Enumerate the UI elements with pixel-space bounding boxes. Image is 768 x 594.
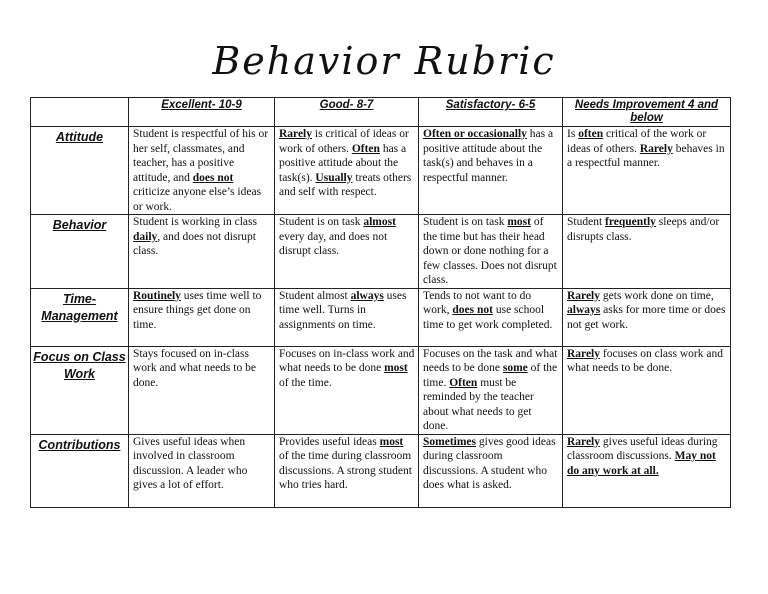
header-cell-satisfactory: Satisfactory- 6-5 [419,98,563,127]
rubric-cell [129,434,275,507]
cell-text: Student is working in class [133,216,257,228]
cell-text: Focuses on in-class work and what needs to be done [279,347,415,374]
cell-text: Rarely [279,128,313,140]
row-header-contributions: Contributions [31,434,129,507]
cell-text: behaves in a respectful manner. [567,142,725,169]
cell-text: Often [449,376,478,389]
cell-text: Focuses on the task and what needs to be done [423,347,558,374]
cell-text: most [507,216,531,228]
cell-text: has a positive attitude about the task(s) and behaves in a respectful manner. [423,128,554,184]
cell-text: Gives useful ideas when involved in classroom discussion. A leader who gives a lot of effort. [133,435,248,491]
cell-text: does not [192,171,234,184]
cell-text: does not [452,304,493,316]
cell-text: Rarely [567,435,601,448]
cell-text: Is [567,128,579,140]
cell-text: sleeps and/or disrupts class. [567,216,720,243]
rubric-cell [275,215,419,289]
cell-text: some [502,362,528,374]
table-row [31,288,731,346]
rubric-cell [419,346,563,434]
row-header-attitude: Attitude [31,127,129,215]
cell-text: daily [133,230,158,243]
cell-text: Student almost [279,289,351,302]
cell-text: has a positive attitude about the task(s). [279,142,407,184]
cell-text: Student is respectful of his or her self, classmates, and teacher, has a positive attitude, and [133,128,269,184]
row-header-time-management: Time-Management [31,288,129,346]
cell-text: critical of the work or ideas of others. [567,128,707,155]
header-cell-excellent: Excellent- 10-9 [129,98,275,127]
header-cell-good: Good- 8-7 [275,98,419,127]
cell-text: most [384,362,408,374]
rubric-cell [563,434,731,507]
cell-text: always [350,289,384,302]
cell-text: treats others and self with respect. [279,171,412,198]
cell-text: Often or occasionally [423,128,527,140]
rubric-cell [275,434,419,507]
header-cell-blank [31,98,129,127]
row-header-behavior: Behavior [31,215,129,289]
cell-text: asks for more time or does not get work. [567,304,726,331]
cell-text: gives useful ideas during classroom discussions. [567,435,718,462]
cell-text: is critical of ideas or work of others. [279,128,409,155]
table-row [31,215,731,289]
rubric-cell [419,127,563,215]
table-row [31,434,731,507]
cell-text: Rarely [567,289,601,302]
rubric-cell [419,215,563,289]
cell-text: almost [363,216,396,228]
cell-text: Student is on task [279,216,364,228]
behavior-rubric-table [30,97,731,508]
cell-text: criticize anyone else’s ideas or work. [133,186,262,213]
rubric-cell [419,288,563,346]
rubric-cell [563,288,731,346]
cell-text: often [578,128,604,140]
cell-text: uses time well. Turns in assignments on time. [279,289,407,331]
cell-text: Sometimes [423,435,477,448]
rubric-cell [563,346,731,434]
cell-text: Stays focused on in-class work and what needs to be done. [133,347,256,389]
cell-text: gives good ideas during classroom discussions. A student who does what is asked. [423,435,556,491]
cell-text: of the time but has their head down or done nothing for a few classes. Does not disrupt class. [423,216,557,286]
rubric-cell [129,215,275,289]
row-header-focus-on-class-work: Focus on Class Work [31,346,129,434]
cell-text: Student is on task [423,216,508,228]
cell-text: of the time. [423,362,558,389]
cell-text: focuses on class work and what needs to be done. [567,347,723,374]
cell-text: must be reminded by the teacher about what needs to get done. [423,376,534,432]
cell-text: Rarely [639,142,673,155]
header-cell-needs-improvement: Needs Improvement 4 and below [563,98,731,127]
page-title: Behavior Rubric [212,39,556,83]
rubric-cell [275,346,419,434]
cell-text: Tends to not want to do work, [423,289,532,316]
rubric-cell [129,346,275,434]
rubric-cell [129,288,275,346]
table-row [31,346,731,434]
cell-text: every day, and does not disrupt class. [279,230,388,257]
cell-text: of the time during classroom discussions. A strong student who tries hard. [279,450,412,491]
header-row [31,98,731,127]
cell-text: Routinely [133,289,181,302]
rubric-cell [563,215,731,289]
cell-text: Usually [315,171,353,184]
cell-text: gets work done on time, [600,289,714,302]
cell-text: Provides useful ideas [279,435,380,448]
cell-text: Often [351,142,380,155]
cell-text: Rarely [567,347,601,360]
cell-text: use school time to get work completed. [423,304,553,331]
cell-text: May not do any work at all. [567,450,716,477]
cell-text: uses time well to ensure things get done on time. [133,289,262,331]
cell-text: , and does not disrupt class. [133,230,256,257]
rubric-cell [129,127,275,215]
rubric-cell [275,127,419,215]
table-row [31,127,731,215]
cell-text: of the time. [279,376,332,389]
rubric-cell [563,127,731,215]
cell-text: always [567,304,601,316]
cell-text: frequently [605,216,656,228]
cell-text: most [379,435,404,448]
cell-text: Student [567,216,606,228]
rubric-cell [275,288,419,346]
rubric-cell [419,434,563,507]
